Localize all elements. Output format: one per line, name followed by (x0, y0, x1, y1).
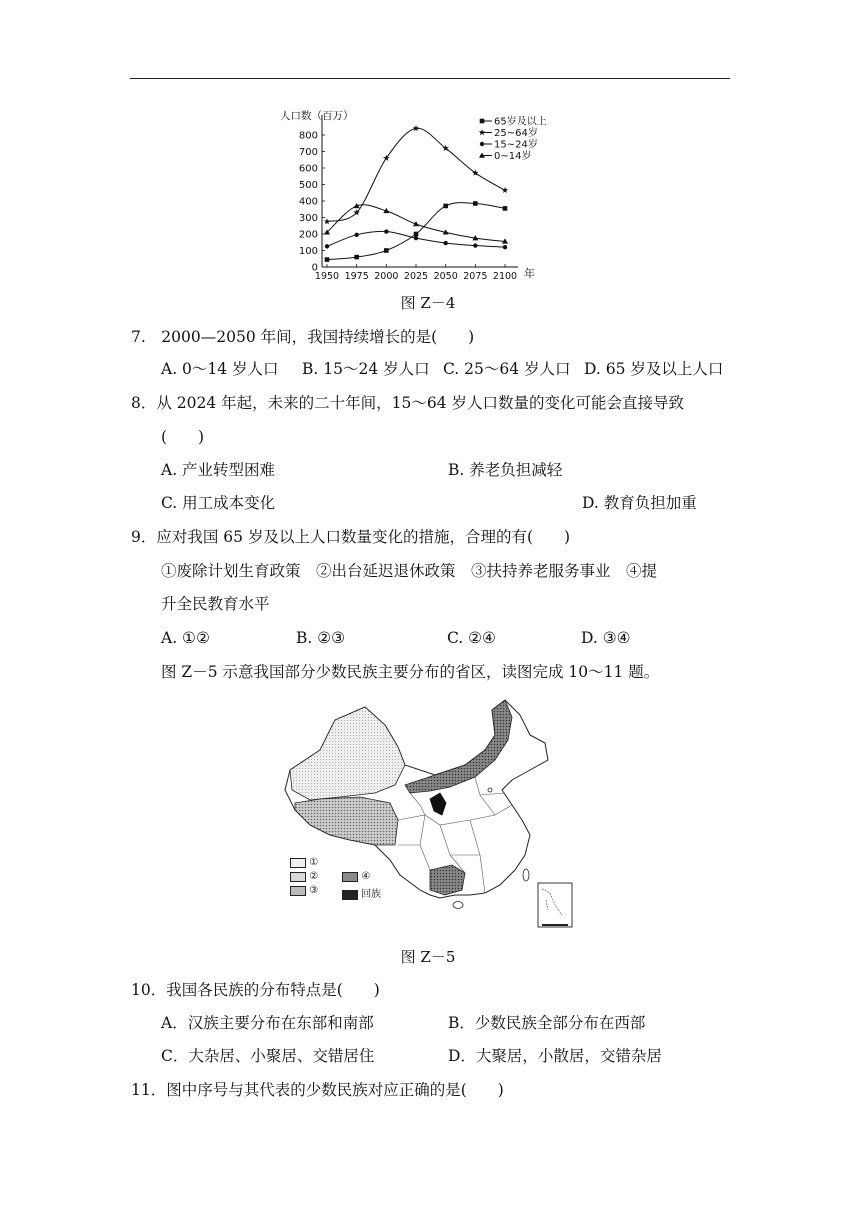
question-8-stem-cont: ( ) (161, 428, 205, 446)
intro-10-11: 图 Z－5 示意我国部分少数民族主要分布的省区，读图完成 10～11 题。 (161, 663, 660, 681)
series-0-point-2075 (473, 201, 478, 206)
series-0-point-2100 (503, 206, 508, 211)
q9-option-d: D. ③④ (581, 629, 631, 647)
x-axis-label: 年 (524, 267, 535, 280)
question-10-stem: 10．我国各民族的分布特点是( ) (131, 981, 380, 999)
q7-option-c: C. 25～64 岁人口 (443, 360, 571, 378)
series-2-point-2025 (414, 236, 418, 240)
x-tick-label-2100: 2100 (492, 271, 518, 282)
legend-marker-1 (479, 129, 485, 135)
y-axis-label: 人口数（百万） (280, 110, 354, 122)
question-11-stem: 11．图中序号与其代表的少数民族对应正确的是( ) (131, 1081, 504, 1099)
legend-item-3: ③ (290, 885, 342, 900)
q10-option-c: C．大杂居、小聚居、交错居住 (161, 1047, 375, 1065)
q9-option-b: B. ②③ (296, 629, 346, 647)
series-2-point-1950 (325, 244, 329, 248)
y-tick-label-500: 500 (298, 180, 318, 191)
legend-item-2: ② (290, 871, 342, 882)
region-1 (290, 707, 405, 800)
header-rule (130, 78, 730, 79)
q9-option-c: C. ②④ (447, 629, 496, 647)
series-2-point-2075 (473, 243, 477, 247)
y-tick-label-300: 300 (298, 213, 318, 224)
question-7-stem: 7. 2000—2050 年间，我国持续增长的是( ) (131, 328, 475, 346)
series-2-point-2000 (384, 229, 388, 233)
series-0-point-2025 (414, 232, 419, 237)
legend-label-0: 65岁及以上 (494, 116, 547, 128)
y-tick-label-800: 800 (298, 130, 318, 142)
series-2-point-2050 (443, 241, 447, 245)
series-line-0 (327, 203, 505, 260)
legend-item-4: ④ (342, 871, 398, 882)
question-9-statements: ①废除计划生育政策 ②出台延迟退休政策 ③扶持养老服务事业 ④提 (161, 562, 658, 580)
figure5-caption: 图 Z－5 (400, 948, 456, 966)
x-tick-label-2000: 2000 (374, 271, 399, 282)
q8-option-b: B. 养老负担减轻 (448, 461, 563, 479)
legend-marker-2 (480, 142, 484, 146)
series-0-point-1950 (325, 257, 330, 262)
q7-option-d: D. 65 岁及以上人口 (584, 360, 724, 378)
q8-option-d: D. 教育负担加重 (582, 494, 697, 512)
series-1-point-2025 (413, 125, 419, 131)
legend-label-2: 15~24岁 (494, 139, 538, 151)
x-tick-label-1950: 1950 (314, 271, 340, 282)
legend-item-hui: 回族 (342, 885, 398, 900)
legend-label-3: 0~14岁 (494, 151, 532, 162)
series-1-point-2100 (502, 187, 508, 193)
q8-option-c: C. 用工成本变化 (161, 494, 276, 512)
map-legend (290, 857, 398, 900)
q10-option-d: D．大聚居，小散居，交错杂居 (448, 1047, 662, 1065)
x-tick-label-2050: 2050 (433, 271, 458, 282)
x-tick-label-2075: 2075 (463, 271, 488, 282)
q10-option-b: B．少数民族全部分布在西部 (448, 1014, 646, 1032)
q10-option-a: A．汉族主要分布在东部和南部 (161, 1014, 374, 1032)
q7-option-a: A. 0～14 岁人口 (161, 360, 279, 378)
y-tick-label-100: 100 (298, 246, 318, 257)
question-9-statements-cont: 升全民教育水平 (161, 595, 270, 613)
series-2-point-1975 (354, 233, 358, 237)
legend-label-1: 25~64岁 (494, 128, 538, 139)
y-tick-label-0: 0 (311, 262, 318, 274)
population-line-chart (280, 105, 580, 285)
figure4-caption: 图 Z－4 (400, 294, 456, 312)
y-tick-label-600: 600 (298, 163, 318, 175)
legend-marker-0 (480, 119, 485, 124)
region-2 (430, 865, 465, 895)
region-3 (295, 797, 398, 845)
q7-option-b: B. 15～24 岁人口 (302, 360, 430, 378)
series-0-point-2000 (384, 248, 389, 253)
series-0-point-2050 (443, 204, 448, 209)
y-tick-label-200: 200 (298, 229, 318, 241)
y-tick-label-400: 400 (298, 196, 318, 208)
series-0-point-1975 (354, 255, 359, 260)
legend-item-1: ① (290, 857, 342, 868)
x-tick-label-2025: 2025 (403, 271, 429, 282)
q9-option-a: A. ①② (161, 629, 210, 647)
question-9-stem: 9．应对我国 65 岁及以上人口数量变化的措施，合理的有( ) (131, 528, 571, 546)
x-tick-label-1975: 1975 (344, 271, 369, 282)
series-2-point-2100 (503, 245, 507, 249)
question-8-stem: 8．从 2024 年起，未来的二十年间，15～64 岁人口数量的变化可能会直接导致 (131, 394, 685, 412)
q8-option-a: A. 产业转型困难 (161, 461, 276, 479)
y-tick-label-700: 700 (298, 147, 318, 158)
series-1-point-1950 (324, 218, 330, 224)
